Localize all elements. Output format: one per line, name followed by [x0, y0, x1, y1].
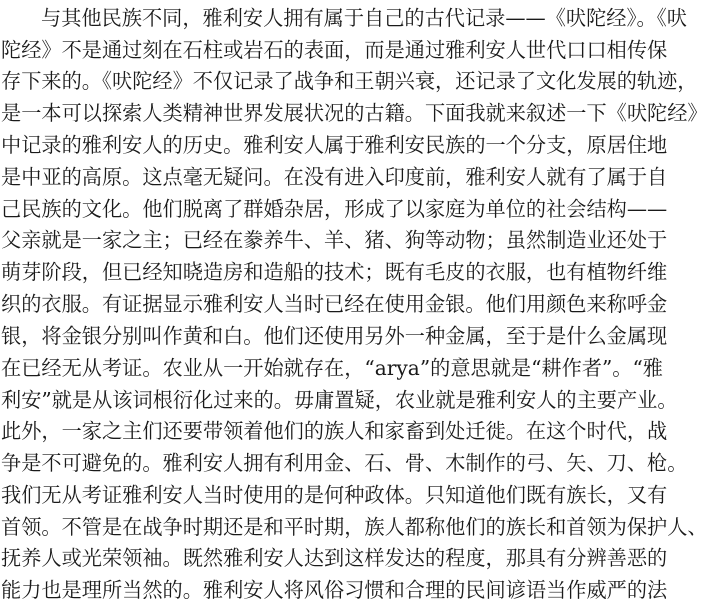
text-line-17: 首领。不管是在战争时期还是和平时期，族人都称他们的族长和首领为保护人、 — [1, 515, 708, 539]
text-line-1: 与其他民族不同，雅利安人拥有属于自己的古代记录——《吠陀经》。《吠 — [41, 6, 687, 30]
text-line-3: 存下来的。《吠陀经》不仅记录了战争和王朝兴衰，还记录了文化发展的轨迹， — [1, 69, 698, 93]
text-line-16: 我们无从考证雅利安人当时使用的是何种政体。只知道他们既有族长，又有 — [1, 483, 668, 507]
text-line-13: 利安”就是从该词根衍化过来的。毋庸置疑，农业就是雅利安人的主要产业。 — [1, 388, 678, 412]
text-line-5: 中记录的雅利安人的历史。雅利安人属于雅利安民族的一个分支，原居住地 — [1, 133, 668, 157]
text-line-7: 己民族的文化。他们脱离了群婚杂居，形成了以家庭为单位的社会结构—— — [1, 197, 668, 221]
text-line-11: 银，将金银分别叫作黄和白。他们还使用另外一种金属，至于是什么金属现 — [1, 324, 668, 348]
text-line-19: 能力也是理所当然的。雅利安人将风俗习惯和合理的民间谚语当作威严的法 — [1, 578, 668, 602]
text-line-18: 抚养人或光荣领袖。既然雅利安人达到这样发达的程度，那具有分辨善恶的 — [1, 546, 668, 570]
text-line-14: 此外，一家之主们还要带领着他们的族人和家畜到处迁徙。在这个时代，战 — [1, 419, 668, 443]
text-line-2: 陀经》不是通过刻在石柱或岩石的表面，而是通过雅利安人世代口口相传保 — [1, 38, 668, 62]
text-line-10: 织的衣服。有证据显示雅利安人当时已经在使用金银。他们用颜色来称呼金 — [1, 292, 668, 316]
text-line-4: 是一本可以探索人类精神世界发展状况的古籍。下面我就来叙述一下《吠陀经》 — [1, 101, 708, 125]
text-line-12: 在已经无从考证。农业从一开始就存在，“arya”的意思就是“耕作者”。“雅 — [1, 356, 663, 380]
text-line-9: 萌芽阶段，但已经知晓造房和造船的技术；既有毛皮的衣服，也有植物纤维 — [1, 260, 668, 284]
text-line-6: 是中亚的高原。这点毫无疑问。在没有进入印度前，雅利安人就有了属于自 — [1, 165, 668, 189]
text-line-8: 父亲就是一家之主；已经在豢养牛、羊、猪、狗等动物；虽然制造业还处于 — [1, 228, 668, 252]
text-line-15: 争是不可避免的。雅利安人拥有利用金、石、骨、木制作的弓、矢、刀、枪。 — [1, 451, 688, 475]
